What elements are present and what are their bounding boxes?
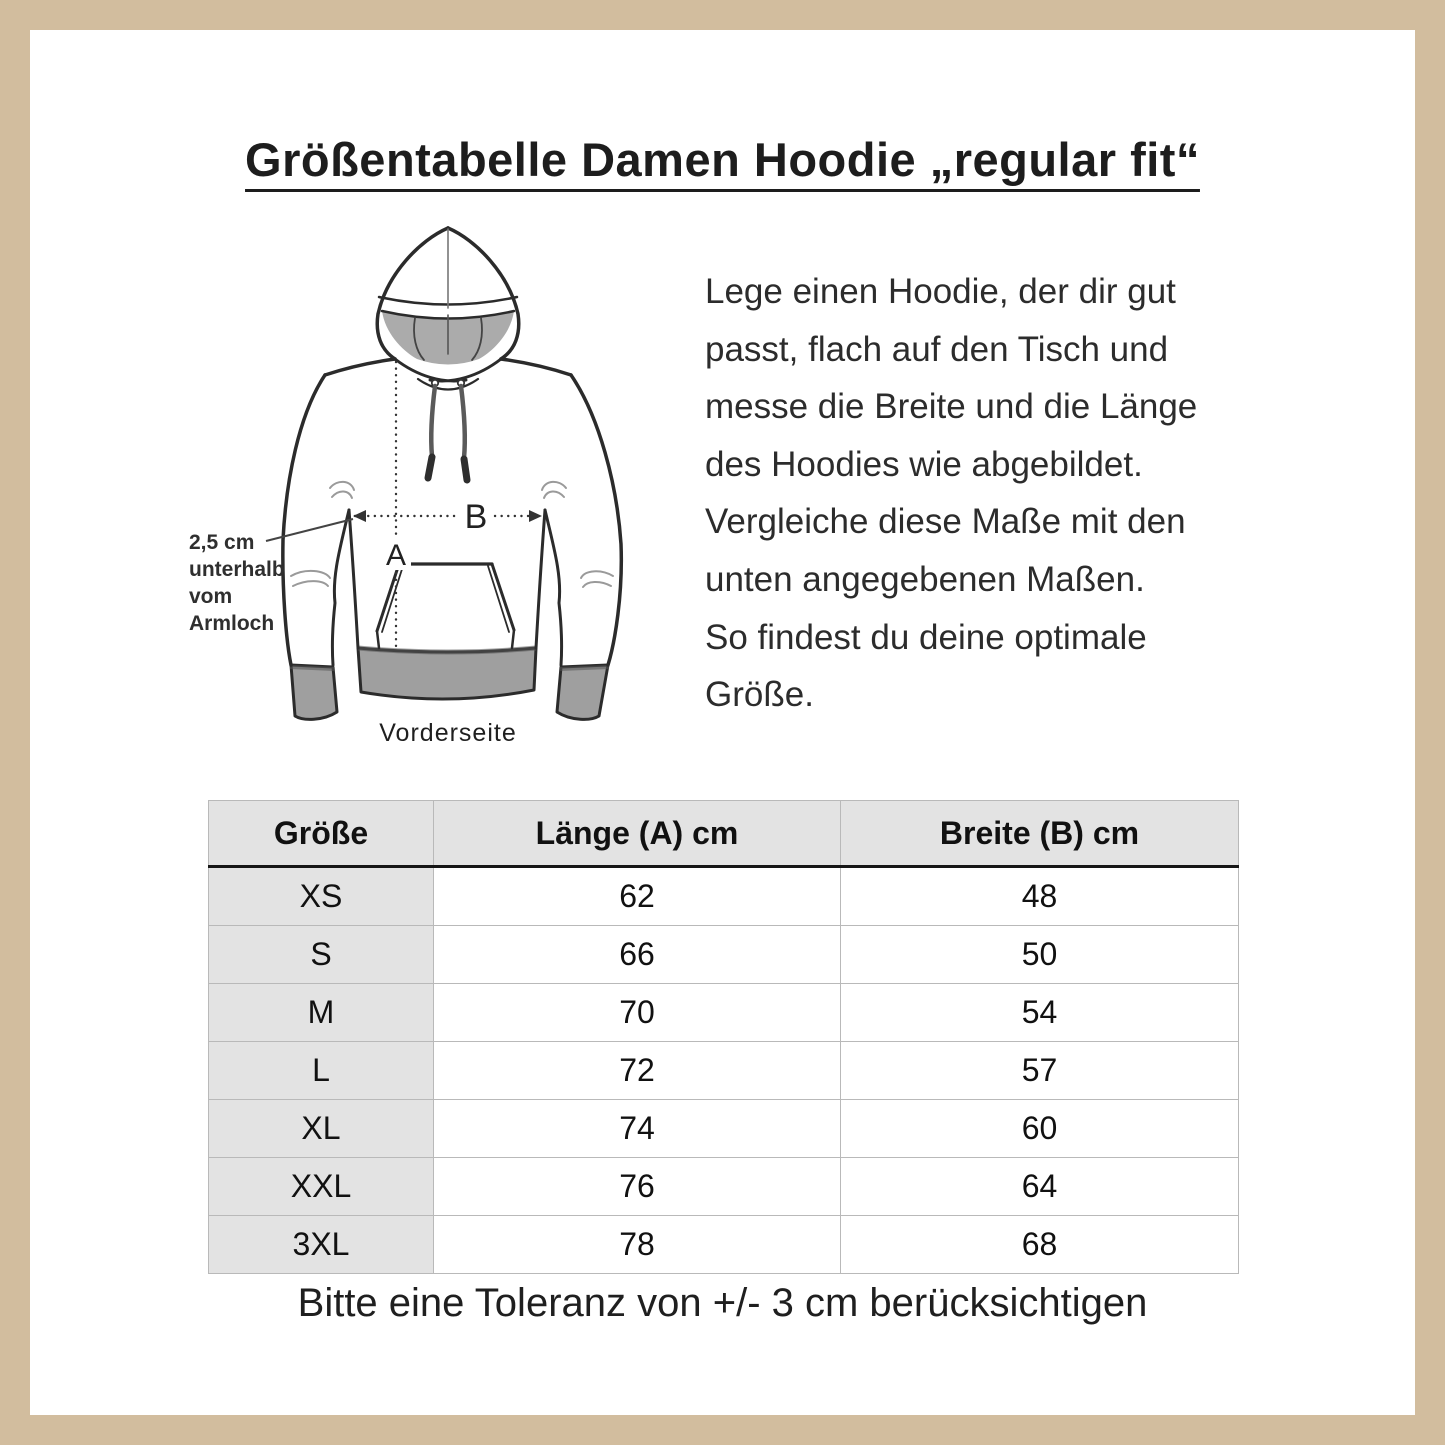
- annotation-text: [189, 531, 291, 635]
- page-title: Größentabelle Damen Hoodie „regular fit“: [245, 133, 1200, 186]
- measure-label-b: B: [464, 498, 488, 536]
- arrow-right-icon: [529, 510, 542, 522]
- width-cell: 68: [841, 1216, 1239, 1274]
- front-view-caption: Vorderseite: [379, 719, 517, 747]
- size-cell: L: [209, 1042, 434, 1100]
- instruction-line: unten angegebenen Maßen.: [705, 559, 1145, 599]
- waistband: [358, 648, 536, 699]
- size-cell: M: [209, 984, 434, 1042]
- annotation-line: Armloch: [189, 612, 275, 635]
- left-cuff: [290, 665, 337, 719]
- annotation-line: vom: [189, 585, 233, 608]
- instruction-line: Lege einen Hoodie, der dir gut: [705, 272, 1176, 311]
- measure-label-a: A: [385, 539, 407, 572]
- table-row: [209, 1042, 1239, 1100]
- kangaroo-pocket: [377, 564, 514, 648]
- hoodie-diagram: [165, 218, 695, 763]
- instruction-line: Größe.: [705, 675, 814, 715]
- body-outline: [283, 359, 621, 665]
- instruction-line: des Hoodies wie abgebildet.: [705, 444, 1143, 484]
- leader-line: [266, 519, 353, 541]
- length-cell: 74: [434, 1100, 841, 1158]
- wrinkle-lines: [291, 482, 613, 587]
- table-row: [209, 1216, 1239, 1274]
- instruction-line: So findest du deine optimale: [705, 617, 1147, 657]
- size-cell: XXL: [209, 1158, 434, 1216]
- length-cell: 72: [434, 1042, 841, 1100]
- length-cell: 66: [434, 926, 841, 984]
- instruction-line: Vergleiche diese Maße mit den: [705, 502, 1186, 542]
- width-cell: 48: [841, 867, 1239, 926]
- column-header-width: Breite (B) cm: [841, 801, 1239, 867]
- length-cell: 62: [434, 867, 841, 926]
- column-header-length: Länge (A) cm: [434, 801, 841, 867]
- size-cell: S: [209, 926, 434, 984]
- measuring-instructions: [705, 263, 1280, 724]
- width-cell: 57: [841, 1042, 1239, 1100]
- table-row: [209, 1158, 1239, 1216]
- length-cell: 76: [434, 1158, 841, 1216]
- table-row: [209, 926, 1239, 984]
- column-header-size: Größe: [209, 801, 434, 867]
- instruction-line: passt, flach auf den Tisch und: [705, 329, 1169, 369]
- length-cell: 70: [434, 984, 841, 1042]
- measure-line-b: [353, 498, 542, 536]
- width-cell: 54: [841, 984, 1239, 1042]
- drawstrings: [428, 380, 467, 480]
- tolerance-note: Bitte eine Toleranz von +/- 3 cm berücksichtigen: [297, 1281, 1148, 1325]
- table-row: [209, 1100, 1239, 1158]
- content-panel: [30, 30, 1415, 1415]
- size-table-header-row: [209, 801, 1239, 867]
- size-table: [208, 800, 1239, 1274]
- size-cell: XL: [209, 1100, 434, 1158]
- right-cuff: [557, 665, 609, 719]
- arrow-left-icon: [353, 510, 366, 522]
- annotation-line: 2,5 cm: [189, 531, 255, 554]
- width-cell: 64: [841, 1158, 1239, 1216]
- width-cell: 60: [841, 1100, 1239, 1158]
- table-row: [209, 984, 1239, 1042]
- length-cell: 78: [434, 1216, 841, 1274]
- size-cell: XS: [209, 867, 434, 926]
- instruction-line: messe die Breite und die Länge: [705, 387, 1198, 427]
- annotation-line: unterhalb: [189, 558, 285, 581]
- size-cell: 3XL: [209, 1216, 434, 1274]
- table-row: [209, 867, 1239, 926]
- width-cell: 50: [841, 926, 1239, 984]
